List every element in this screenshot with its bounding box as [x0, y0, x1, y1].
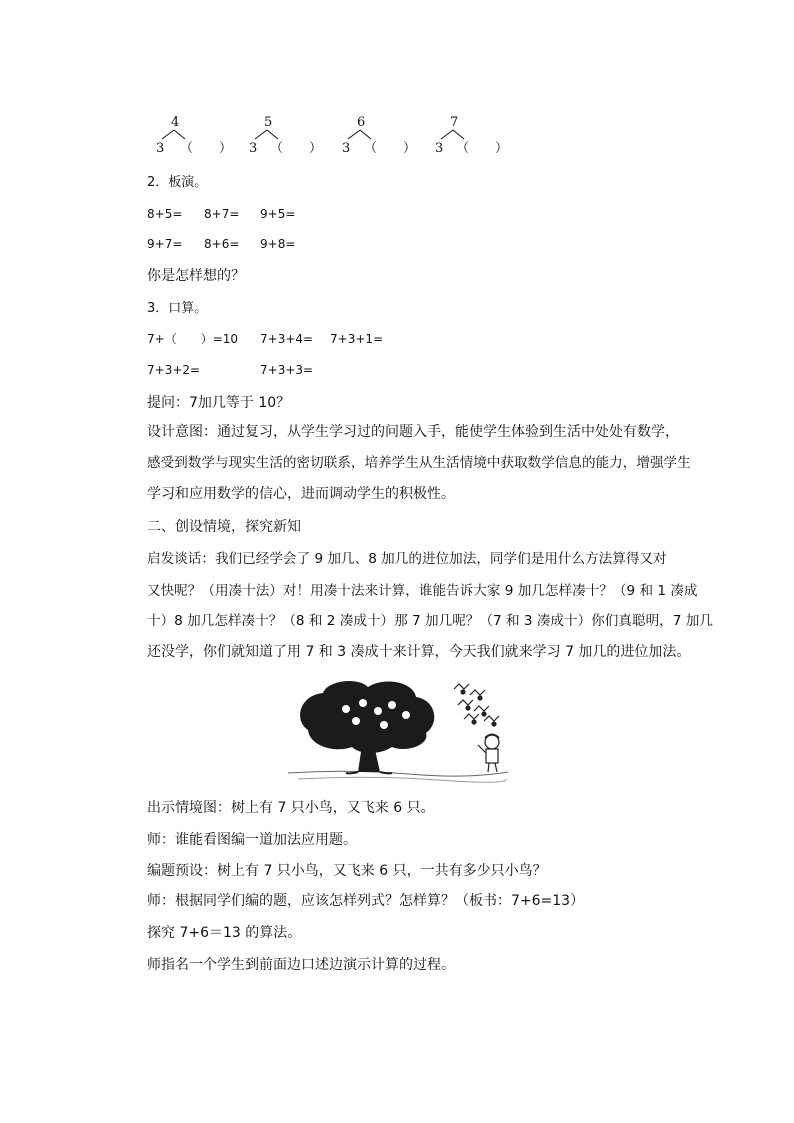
problem-preset: 编题预设：树上有 7 只小鸟，又飞来 6 只，一共有多少只小鸟？ — [147, 863, 547, 879]
decomposition-diagrams — [150, 112, 530, 162]
board-exercise-row-1 — [147, 205, 295, 223]
flying-birds — [454, 684, 499, 726]
exercise-item: 8+6= — [204, 237, 240, 251]
decomposition-4 — [156, 115, 232, 156]
explore-line: 探究 7+6＝13 的算法。 — [147, 925, 302, 941]
decomp-blank: （ ） — [456, 141, 509, 156]
teacher-line-3: 师指名一个学生到前面边口述边演示计算的过程。 — [147, 957, 455, 973]
exercise-item: 7+3+3= — [260, 363, 314, 377]
exercise-item: 7+3+1= — [330, 332, 384, 346]
mental-math-row-2 — [147, 361, 313, 379]
exercise-item: 9+7= — [147, 237, 183, 251]
exercise-item: 7+3+4= — [260, 332, 314, 346]
exercise-item: 9+8= — [260, 237, 296, 251]
inspire-line-4: 还没学，你们就知道了用 7 和 3 凑成十来计算，今天我们就来学习 7 加几的进位加法。 — [147, 644, 691, 660]
tree — [300, 681, 434, 773]
decomp-top: 5 — [264, 115, 273, 130]
situation-text: 出示情境图：树上有 7 只小鸟，又飞来 6 只。 — [147, 800, 435, 816]
decomp-top: 6 — [357, 115, 366, 130]
section-2-question: 你是怎样想的？ — [147, 268, 245, 284]
inspire-line-2: 又快呢？（用凑十法）对！用凑十法来计算，谁能告诉大家 9 加几怎样凑十？（9 和 1 凑成 — [147, 583, 698, 599]
decomp-top: 7 — [450, 115, 459, 130]
decomposition-7 — [435, 115, 508, 156]
exercise-item: 7+（ ）=10 — [147, 332, 239, 346]
design-intent-line-2: 感受到数学与现实生活的密切联系，培养学生从生活情境中获取数学信息的能力，增强学生 — [147, 455, 691, 471]
inspire-line-1: 启发谈话：我们已经学会了 9 加几、8 加几的进位加法，同学们是用什么方法算得又对 — [147, 551, 667, 567]
decomp-left: 3 — [156, 141, 165, 156]
mental-math-row-1 — [147, 330, 383, 348]
decomposition-5 — [249, 115, 322, 156]
decomp-blank: （ ） — [180, 141, 233, 156]
section-2-heading: 2．板演。 — [147, 175, 208, 190]
exercise-item: 7+3+2= — [147, 363, 201, 377]
decomp-left: 3 — [342, 141, 351, 156]
decomp-blank: （ ） — [364, 141, 417, 156]
part-2-heading: 二、创设情境，探究新知 — [147, 519, 301, 535]
board-exercise-row-2 — [147, 235, 295, 253]
child-figure — [478, 735, 499, 773]
inspire-line-3: 十）8 加几怎样凑十？（8 和 2 凑成十）那 7 加几呢？（7 和 3 凑成十）你们真聪明，7 加几 — [147, 613, 713, 629]
teacher-line-1: 师：谁能看图编一道加法应用题。 — [147, 832, 357, 848]
tree-birds-illustration — [288, 675, 508, 787]
design-intent-line-1: 设计意图：通过复习，从学生学习过的问题入手，能使学生体验到生活中处处有数学， — [147, 424, 679, 440]
section-3-question: 提问：7加几等于 10？ — [147, 395, 291, 411]
design-intent-line-3: 学习和应用数学的信心，进而调动学生的积极性。 — [147, 486, 455, 502]
teacher-line-2: 师：根据同学们编的题，应该怎样列式？怎样算？（板书：7+6=13） — [147, 893, 585, 909]
exercise-item: 8+7= — [204, 207, 240, 221]
decomp-blank: （ ） — [270, 141, 323, 156]
decomposition-6 — [342, 115, 416, 156]
decomp-left: 3 — [249, 141, 258, 156]
decomp-left: 3 — [435, 141, 444, 156]
exercise-item: 8+5= — [147, 207, 183, 221]
exercise-item: 9+5= — [260, 207, 296, 221]
decomp-top: 4 — [171, 115, 180, 130]
section-3-heading: 3．口算。 — [147, 301, 208, 316]
tree-birds-image — [288, 675, 508, 787]
number-decomposition-row — [150, 112, 530, 162]
